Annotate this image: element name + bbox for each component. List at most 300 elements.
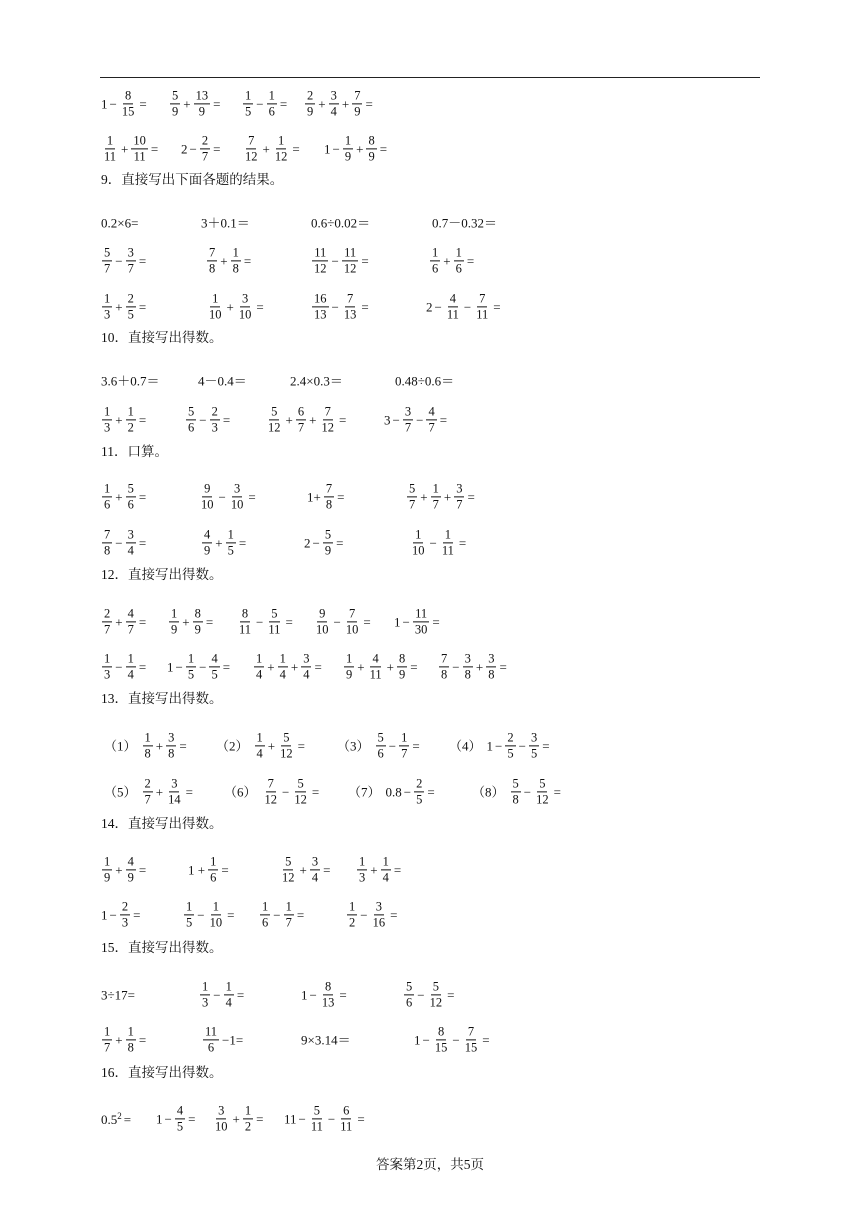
expression-term: + (215, 535, 223, 551)
fraction-numerator: 5 (126, 482, 136, 497)
expression-term: = (363, 614, 371, 630)
fraction (529, 731, 539, 760)
expression (437, 652, 508, 681)
fraction-denominator: 9 (194, 622, 201, 637)
fraction (273, 134, 290, 163)
fraction-numerator: 1 (102, 482, 112, 497)
expression-term: = (292, 141, 300, 157)
expression-term: = (205, 614, 214, 630)
problem-number: （1） (104, 738, 137, 754)
section-heading: 12．直接写出得数。 (101, 567, 223, 582)
expression-term: = (236, 987, 245, 1003)
fraction-numerator: 7 (352, 89, 362, 104)
expression-term: 1 (414, 1032, 421, 1048)
fraction-numerator: 7 (324, 482, 334, 497)
fraction-numerator: 1 (102, 652, 112, 667)
fraction-numerator: 1 (126, 652, 136, 667)
expression-term: − (452, 659, 460, 675)
expression-term: = (179, 738, 187, 754)
fraction (208, 900, 225, 929)
fraction-denominator: 11 (310, 1119, 323, 1134)
fraction-numerator: 2 (414, 777, 424, 792)
expression-term: − (360, 907, 368, 923)
expression-term: − (298, 1111, 306, 1127)
fraction (169, 607, 179, 636)
fraction-denominator: 9 (354, 104, 361, 119)
fraction-denominator: 12 (264, 792, 278, 807)
fraction (344, 652, 354, 681)
fraction-denominator: 10 (230, 497, 244, 512)
fraction-denominator: 6 (104, 497, 111, 512)
expression (283, 1104, 366, 1133)
expression (100, 528, 147, 557)
section-heading: 9．直接写出下面各题的结果。 (101, 172, 284, 187)
fraction (399, 731, 409, 760)
fraction-denominator: 13 (314, 307, 327, 322)
expression (197, 482, 257, 511)
fraction (200, 980, 210, 1009)
fraction (414, 777, 424, 806)
fraction (126, 482, 136, 511)
fraction (454, 246, 464, 275)
fraction-denominator: 9 (204, 543, 211, 558)
problem-number: （6） (224, 784, 257, 800)
fraction (310, 855, 320, 884)
fraction (486, 652, 496, 681)
expression-term: = (432, 614, 440, 630)
fraction-numerator: 8 (193, 607, 203, 622)
expression (100, 855, 147, 884)
expression (100, 134, 159, 163)
expression (348, 777, 436, 806)
fraction (413, 607, 430, 636)
fraction-numerator: 3 (463, 652, 473, 667)
fraction-numerator: 11 (413, 607, 429, 622)
fraction-numerator: 1 (102, 1025, 112, 1040)
expression-term: 1 (324, 141, 331, 157)
fraction (404, 980, 414, 1009)
fraction (207, 246, 217, 275)
fraction-denominator: 7 (127, 622, 134, 637)
expression-term: + (299, 862, 307, 878)
expression-term: = (390, 907, 398, 923)
fraction (407, 482, 417, 511)
fraction-numerator: 5 (431, 980, 441, 995)
fraction-numerator: 7 (246, 134, 256, 149)
fraction-numerator: 1 (208, 855, 218, 870)
fraction (440, 528, 456, 557)
expression (224, 777, 320, 806)
fraction-denominator: 6 (188, 420, 195, 435)
fraction (126, 246, 136, 275)
expression-term: + (226, 299, 234, 315)
fraction-denominator: 13 (343, 307, 357, 322)
expression-term: = (139, 96, 147, 112)
problem-number: （5） (104, 784, 137, 800)
expression (100, 989, 136, 1002)
expression-term: = (243, 253, 252, 269)
expression-term: + (115, 412, 123, 428)
expression (425, 292, 502, 321)
expression-term: + (370, 862, 378, 878)
expression-term: = (227, 907, 235, 923)
expression-term: − (256, 614, 264, 630)
fraction (454, 482, 464, 511)
fraction-denominator: 4 (127, 667, 134, 682)
fraction (397, 652, 407, 681)
expression-term: − (213, 987, 221, 1003)
fraction (278, 731, 295, 760)
fraction-denominator: 6 (268, 104, 275, 119)
expression (100, 482, 147, 511)
expression-term: 1+ (307, 489, 321, 505)
expression (303, 528, 344, 557)
expression (168, 89, 221, 118)
expression-term: = (467, 489, 475, 505)
fraction-numerator: 8 (323, 980, 333, 995)
fraction-numerator: 1 (430, 246, 440, 261)
fraction-denominator: 7 (104, 622, 111, 637)
expression (413, 1025, 491, 1054)
expression-term: = (466, 253, 475, 269)
fraction-denominator: 4 (330, 104, 337, 119)
expression-term: − (392, 412, 400, 428)
expression (200, 217, 251, 230)
expression-term: = (213, 96, 221, 112)
fraction-denominator: 8 (464, 667, 471, 682)
expression-term: + (220, 253, 228, 269)
expression (408, 528, 467, 557)
fraction (243, 89, 253, 118)
fraction-numerator: 1 (267, 89, 277, 104)
fraction-denominator: 3 (359, 870, 366, 885)
expression-term: = (138, 1032, 147, 1048)
expression-term: = (256, 299, 264, 315)
fraction-denominator: 3 (104, 307, 111, 322)
expression-term: = (553, 784, 561, 800)
fraction-denominator: 12 (536, 792, 549, 807)
fraction (102, 855, 112, 884)
fraction-denominator: 3 (211, 420, 218, 435)
fraction (126, 855, 136, 884)
fraction (126, 1025, 136, 1054)
expression-term: 0.48÷0.6＝ (395, 373, 455, 389)
expression (252, 652, 323, 681)
fraction-numerator: 3 (166, 731, 176, 746)
fraction-numerator: 4 (370, 652, 380, 667)
fraction (320, 980, 337, 1009)
expression-term: − (452, 1032, 460, 1048)
fraction-denominator: 9 (398, 667, 406, 682)
fraction-numerator: 2 (505, 731, 515, 746)
fraction (243, 1104, 253, 1133)
expression-term: + (155, 738, 164, 754)
fraction-denominator: 12 (294, 792, 307, 807)
fraction (243, 134, 260, 163)
fraction-denominator: 3 (202, 995, 209, 1010)
fraction-numerator: 2 (210, 405, 220, 420)
expression-term: + (356, 141, 364, 157)
fraction-numerator: 3 (454, 482, 464, 497)
fraction (314, 607, 331, 636)
fraction-denominator: 4 (303, 667, 310, 682)
fraction-denominator: 12 (280, 746, 293, 761)
fraction-numerator: 1 (431, 482, 441, 497)
expression-term: = (357, 1111, 365, 1127)
fraction-numerator: 3 (301, 652, 311, 667)
fraction (312, 246, 329, 275)
fraction-numerator: 1 (105, 134, 115, 149)
expression (258, 900, 305, 929)
fraction-denominator: 12 (282, 870, 295, 885)
fraction-denominator: 9 (344, 149, 352, 164)
fraction-denominator: 3 (121, 915, 129, 930)
fraction-denominator: 5 (127, 307, 134, 322)
fraction-numerator: 6 (341, 1104, 351, 1119)
fraction (292, 777, 309, 806)
expression (104, 777, 194, 806)
fraction-numerator: 4 (175, 1104, 185, 1119)
fraction (229, 482, 246, 511)
fraction-numerator: 3 (486, 652, 496, 667)
page-footer: 答案第2页，共5页 (376, 1157, 484, 1172)
fraction-numerator: 1 (260, 900, 270, 915)
fraction (312, 292, 329, 321)
fraction-numerator: 4 (448, 292, 458, 307)
expression (306, 482, 345, 511)
fraction-numerator: 5 (102, 246, 112, 261)
expression-term: + (262, 141, 270, 157)
fraction (193, 607, 203, 636)
fraction-denominator: 15 (434, 1040, 448, 1055)
fraction-numerator: 4 (126, 607, 136, 622)
fraction-denominator: 12 (314, 261, 327, 276)
fraction-numerator: 1 (254, 652, 264, 667)
fraction-denominator: 9 (127, 870, 134, 885)
fraction-denominator: 2 (127, 420, 134, 435)
fraction (428, 980, 445, 1009)
fraction (445, 292, 461, 321)
fraction (102, 405, 112, 434)
fraction-numerator: 1 (276, 134, 286, 149)
expression-term: 1 (101, 907, 108, 923)
fraction (210, 405, 220, 434)
fraction (431, 482, 441, 511)
fraction-denominator: 2 (244, 1119, 252, 1134)
fraction-denominator: 3 (104, 667, 111, 682)
expression-term: + (341, 96, 350, 112)
expression (393, 607, 441, 636)
fraction-denominator: 16 (372, 915, 386, 930)
fraction-numerator: 1 (284, 900, 294, 915)
fraction-denominator: 8 (104, 543, 111, 558)
expression-term: = (138, 412, 147, 428)
fraction-numerator: 7 (102, 528, 112, 543)
fraction (266, 607, 282, 636)
fraction-numerator: 9 (317, 607, 327, 622)
fraction (343, 134, 353, 163)
fraction (352, 89, 362, 118)
fraction-denominator: 7 (404, 420, 412, 435)
expression (235, 607, 294, 636)
fraction-denominator: 9 (104, 870, 111, 885)
expression (180, 134, 221, 163)
fraction (126, 405, 136, 434)
fraction-denominator: 8 (232, 261, 239, 276)
expression-term: − (463, 299, 472, 315)
fraction-denominator: 10 (238, 307, 252, 322)
fraction-numerator: 5 (186, 405, 196, 420)
fraction (203, 1025, 219, 1054)
expression (394, 375, 455, 388)
fraction-numerator: 1 (255, 731, 265, 746)
fraction (102, 134, 118, 163)
fraction-denominator: 9 (172, 104, 179, 119)
expression-term: = (138, 535, 147, 551)
fraction-denominator: 7 (104, 261, 111, 276)
fraction (309, 1104, 325, 1133)
expression-term: 0.2×6= (101, 215, 139, 231)
fraction-numerator: 1 (184, 900, 194, 915)
expression-term: + (443, 253, 451, 269)
expression-term: − (115, 659, 123, 675)
fraction (186, 652, 196, 681)
fraction-numerator: 8 (366, 134, 376, 149)
fraction (474, 292, 490, 321)
expression-term: = (338, 412, 347, 428)
fraction-numerator: 1 (224, 980, 234, 995)
expression (100, 89, 148, 118)
fraction (126, 607, 136, 636)
expression-term: 2 (181, 141, 188, 157)
fraction-denominator: 11 (340, 1119, 353, 1134)
fraction-denominator: 12 (321, 420, 334, 435)
fraction-denominator: 9 (368, 149, 375, 164)
fraction (381, 855, 391, 884)
fraction-numerator: 13 (194, 89, 211, 104)
expression-term: = (323, 862, 331, 878)
fraction-numerator: 3 (232, 482, 242, 497)
fraction-denominator: 5 (176, 1119, 184, 1134)
fraction-numerator: 7 (439, 652, 449, 667)
fraction (102, 246, 112, 275)
fraction-denominator: 5 (245, 104, 252, 119)
fraction (175, 1104, 185, 1133)
expression-term: − (332, 141, 340, 157)
expression-term: = (138, 862, 147, 878)
fraction (255, 731, 265, 760)
expression-term: − (422, 1032, 430, 1048)
expression (211, 1104, 264, 1133)
fraction (143, 731, 153, 760)
expression (100, 405, 147, 434)
fraction (534, 777, 551, 806)
expression-term: + (115, 299, 123, 315)
expression-term: − (417, 987, 425, 1003)
expression (300, 980, 348, 1009)
expression (289, 375, 344, 388)
fraction-denominator: 7 (127, 261, 134, 276)
fraction (439, 652, 449, 681)
expression-term: − (218, 489, 226, 505)
fraction-denominator: 30 (414, 622, 428, 637)
expression-term: + (318, 96, 326, 112)
problem-number: （2） (216, 738, 249, 754)
expression-term: = (138, 659, 147, 675)
expression-term: + (115, 1032, 123, 1048)
expression-term: −1= (222, 1032, 244, 1048)
expression-term: + (182, 614, 190, 630)
expression (431, 217, 498, 230)
fraction-numerator: 7 (466, 1025, 476, 1040)
fraction-numerator: 1 (126, 405, 136, 420)
fraction-numerator: 5 (537, 777, 547, 792)
expression-term: + (267, 738, 276, 754)
fraction-numerator: 11 (342, 246, 358, 261)
fraction-numerator: 1 (381, 855, 391, 870)
fraction-numerator: 1 (399, 731, 409, 746)
expression-term: = (150, 141, 159, 157)
expression (100, 652, 147, 681)
fraction (319, 405, 336, 434)
fraction (430, 246, 440, 275)
fraction-numerator: 4 (426, 405, 436, 420)
fraction-numerator: 1 (454, 246, 464, 261)
expression-term: = (238, 535, 247, 551)
fraction-numerator: 9 (202, 482, 212, 497)
fraction (511, 777, 521, 806)
expression-term: = (123, 1111, 132, 1127)
fraction (102, 652, 112, 681)
fraction-numerator: 1 (413, 528, 423, 543)
fraction (102, 292, 112, 321)
expression-term: + (357, 659, 365, 675)
fraction (126, 292, 136, 321)
fraction-denominator: 7 (401, 746, 408, 761)
fraction-numerator: 1 (243, 89, 253, 104)
fraction (505, 731, 515, 760)
fraction (213, 1104, 230, 1133)
expression-term: − (256, 96, 264, 112)
power-term (101, 1112, 122, 1126)
expression-term: + (232, 1111, 240, 1127)
expression-term: + (386, 659, 394, 675)
expression-term: + (115, 489, 123, 505)
fraction-denominator: 5 (186, 915, 193, 930)
expression-term: = (185, 784, 193, 800)
fraction-denominator: 9 (171, 622, 178, 637)
fraction-numerator: 4 (202, 528, 212, 543)
expression (310, 217, 371, 230)
fraction-denominator: 9 (198, 104, 205, 119)
fraction-denominator: 11 (268, 622, 281, 637)
expression-term: − (115, 535, 123, 551)
fraction (184, 900, 194, 929)
fraction-numerator: 1 (231, 246, 241, 261)
expression (300, 1034, 352, 1047)
problem-number: （8） (472, 784, 505, 800)
expression-term: − (331, 253, 339, 269)
expression (182, 900, 235, 929)
fraction (143, 777, 153, 806)
fraction-denominator: 10 (209, 307, 222, 322)
fraction-denominator: 4 (256, 667, 263, 682)
expression-term: 4－0.4＝ (198, 373, 247, 389)
fraction (102, 482, 112, 511)
fraction-denominator: 10 (215, 1119, 228, 1134)
fraction (102, 1025, 112, 1054)
fraction-numerator: 8 (240, 607, 250, 622)
